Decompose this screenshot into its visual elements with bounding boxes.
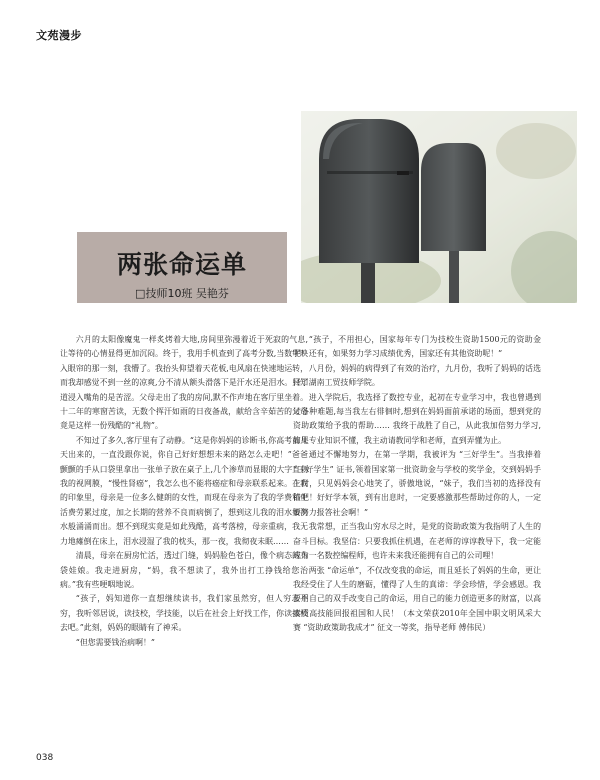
paragraph: 我常想，正当我山穷水尽之时，是党的资助政策为我指明了人生的奋斗目标。我坚信：只要我抓住机遇，在老师的谆谆教导下，我一定能成为一名数控编程师，也许未来我还能拥有自己的公司哩！ xyxy=(293,522,541,561)
mailbox-photo xyxy=(301,111,577,303)
paragraph: 两张 “命运单”，不仅改变我的命运，而且延长了妈妈的生命，更让我经受住了人生的磨砺，懂得了人生的真谛：学会珍惜，学会感恩。我要用自己的双手改变自己的命运，用自己的能力创造更多的财富，以高素质高技能回报祖国和人民！（本文荣获2010年全国中职文明风采大赛 “资助政策助我成才” 征文一等奖，指导老师 傅伟民） xyxy=(293,565,541,633)
article-title: 两张命运单 xyxy=(116,250,247,279)
paragraph: 清晨，母亲在厨房忙活，透过门缝，妈妈脸色苍白，像个病态的布袋娃娘。我走进厨房，“妈，我不想读了，我外出打工挣钱给您治病。”我有些哽咽地说。 xyxy=(60,551,308,589)
paragraph: 六月的太阳像魔鬼一样炙烤着大地,房间里弥漫着近于死寂的气息,让等待的心情显得更加沉闷。终于，我用手机查到了高考分数,当数字映入眼帘的那一刻，我懵了。我抬头仰望着天花板,电风扇在快速地运转，而我却感觉不到一丝的凉爽,分不清从额头滑落下是汗水还是泪水。只知道浸入嘴角的是苦涩。父母走出了我的房间,默不作声地在客厅里坐着。十二年的寒窗苦读，无数个挥汗如雨的日夜备战，献给含辛茹苦的父母竟是这样一份残酷的“礼物”。 xyxy=(60,335,308,431)
paragraph: “但您需要钱治病啊！” xyxy=(75,637,155,647)
title-box xyxy=(77,232,287,303)
paragraph: 通过不懈地努力，在第一学期，我被评为 “三好学生”。当我捧着 “三好学生” 证书,领着国家第一批资助金与学校的奖学金，交到妈妈手上时，只见妈妈会心地笑了，骄傲地说，“妹子，我们当初的选择没有错吧！好好学本领，到有出息时，一定要感激那些帮助过你的人，一定要努力报答社会啊！” xyxy=(293,450,541,517)
paragraph: 不知过了多久,客厅里有了动静。“这是你妈妈的诊断书,你高考前几天出来的，一直没跟你说，你自己好好想想未来的路怎么走吧！”爸爸颤颤的手从口袋里拿出一张单子放在桌子上,几个渗草而显眼的大字直刺我的视网膜，“慢性肾癌”，我怎么也不能将癌症和母亲联系起来。在我的印象里，母亲是一位多么健朗的女性，而现在母亲为了我的学费和生活费劳累过度，加之长期的营养不良而病倒了，想到这儿我的泪水如洪水般涌涌而出。想不到现实竟是如此残酷，高考落榜，母亲重病，我无力地瘫倒在床上，泪水浸湿了我的枕头，那一夜，我彻夜未眠…… xyxy=(60,435,308,546)
mailbox-illustration xyxy=(301,111,577,303)
paragraph: “孩子，妈知道你一直想继续读书，我们家虽然穷，但人穷志不穷，我听邻居说，读技校，学技能，以后在社会上好找工作，你读技校去吧。”此刻，妈妈的眼睛有了神采。 xyxy=(60,594,308,633)
section-label: 文苑漫步 xyxy=(36,29,82,42)
paragraph: “孩子，不用担心，国家每年专门为技校生资助1500元的资助金呢！还有，如果努力学习成绩优秀，国家还有其他资助呢！” xyxy=(293,335,541,359)
right-column xyxy=(293,333,541,636)
paragraph: 八月份，妈妈的病得到了有效的治疗，九月份，我听了妈妈的话选择了湖南工贸技师学院。 xyxy=(293,363,541,388)
page-number: 038 xyxy=(36,753,54,763)
article-byline: □技师10班 吴艳芬 xyxy=(135,287,229,300)
paragraph: 进入学院后，我选择了数控专业，起初在专业学习中，我也曾遇到过各种难题,每当我左右徘徊时,想到在妈妈面前承诺的场面，想到党的资助政策给予我的帮助…… 我终于战胜了自己，从此我加倍努力学习,如果专业知识不懂，我主动请教同学和老师，直到弄懂为止。 xyxy=(293,392,541,445)
left-column xyxy=(60,333,308,650)
